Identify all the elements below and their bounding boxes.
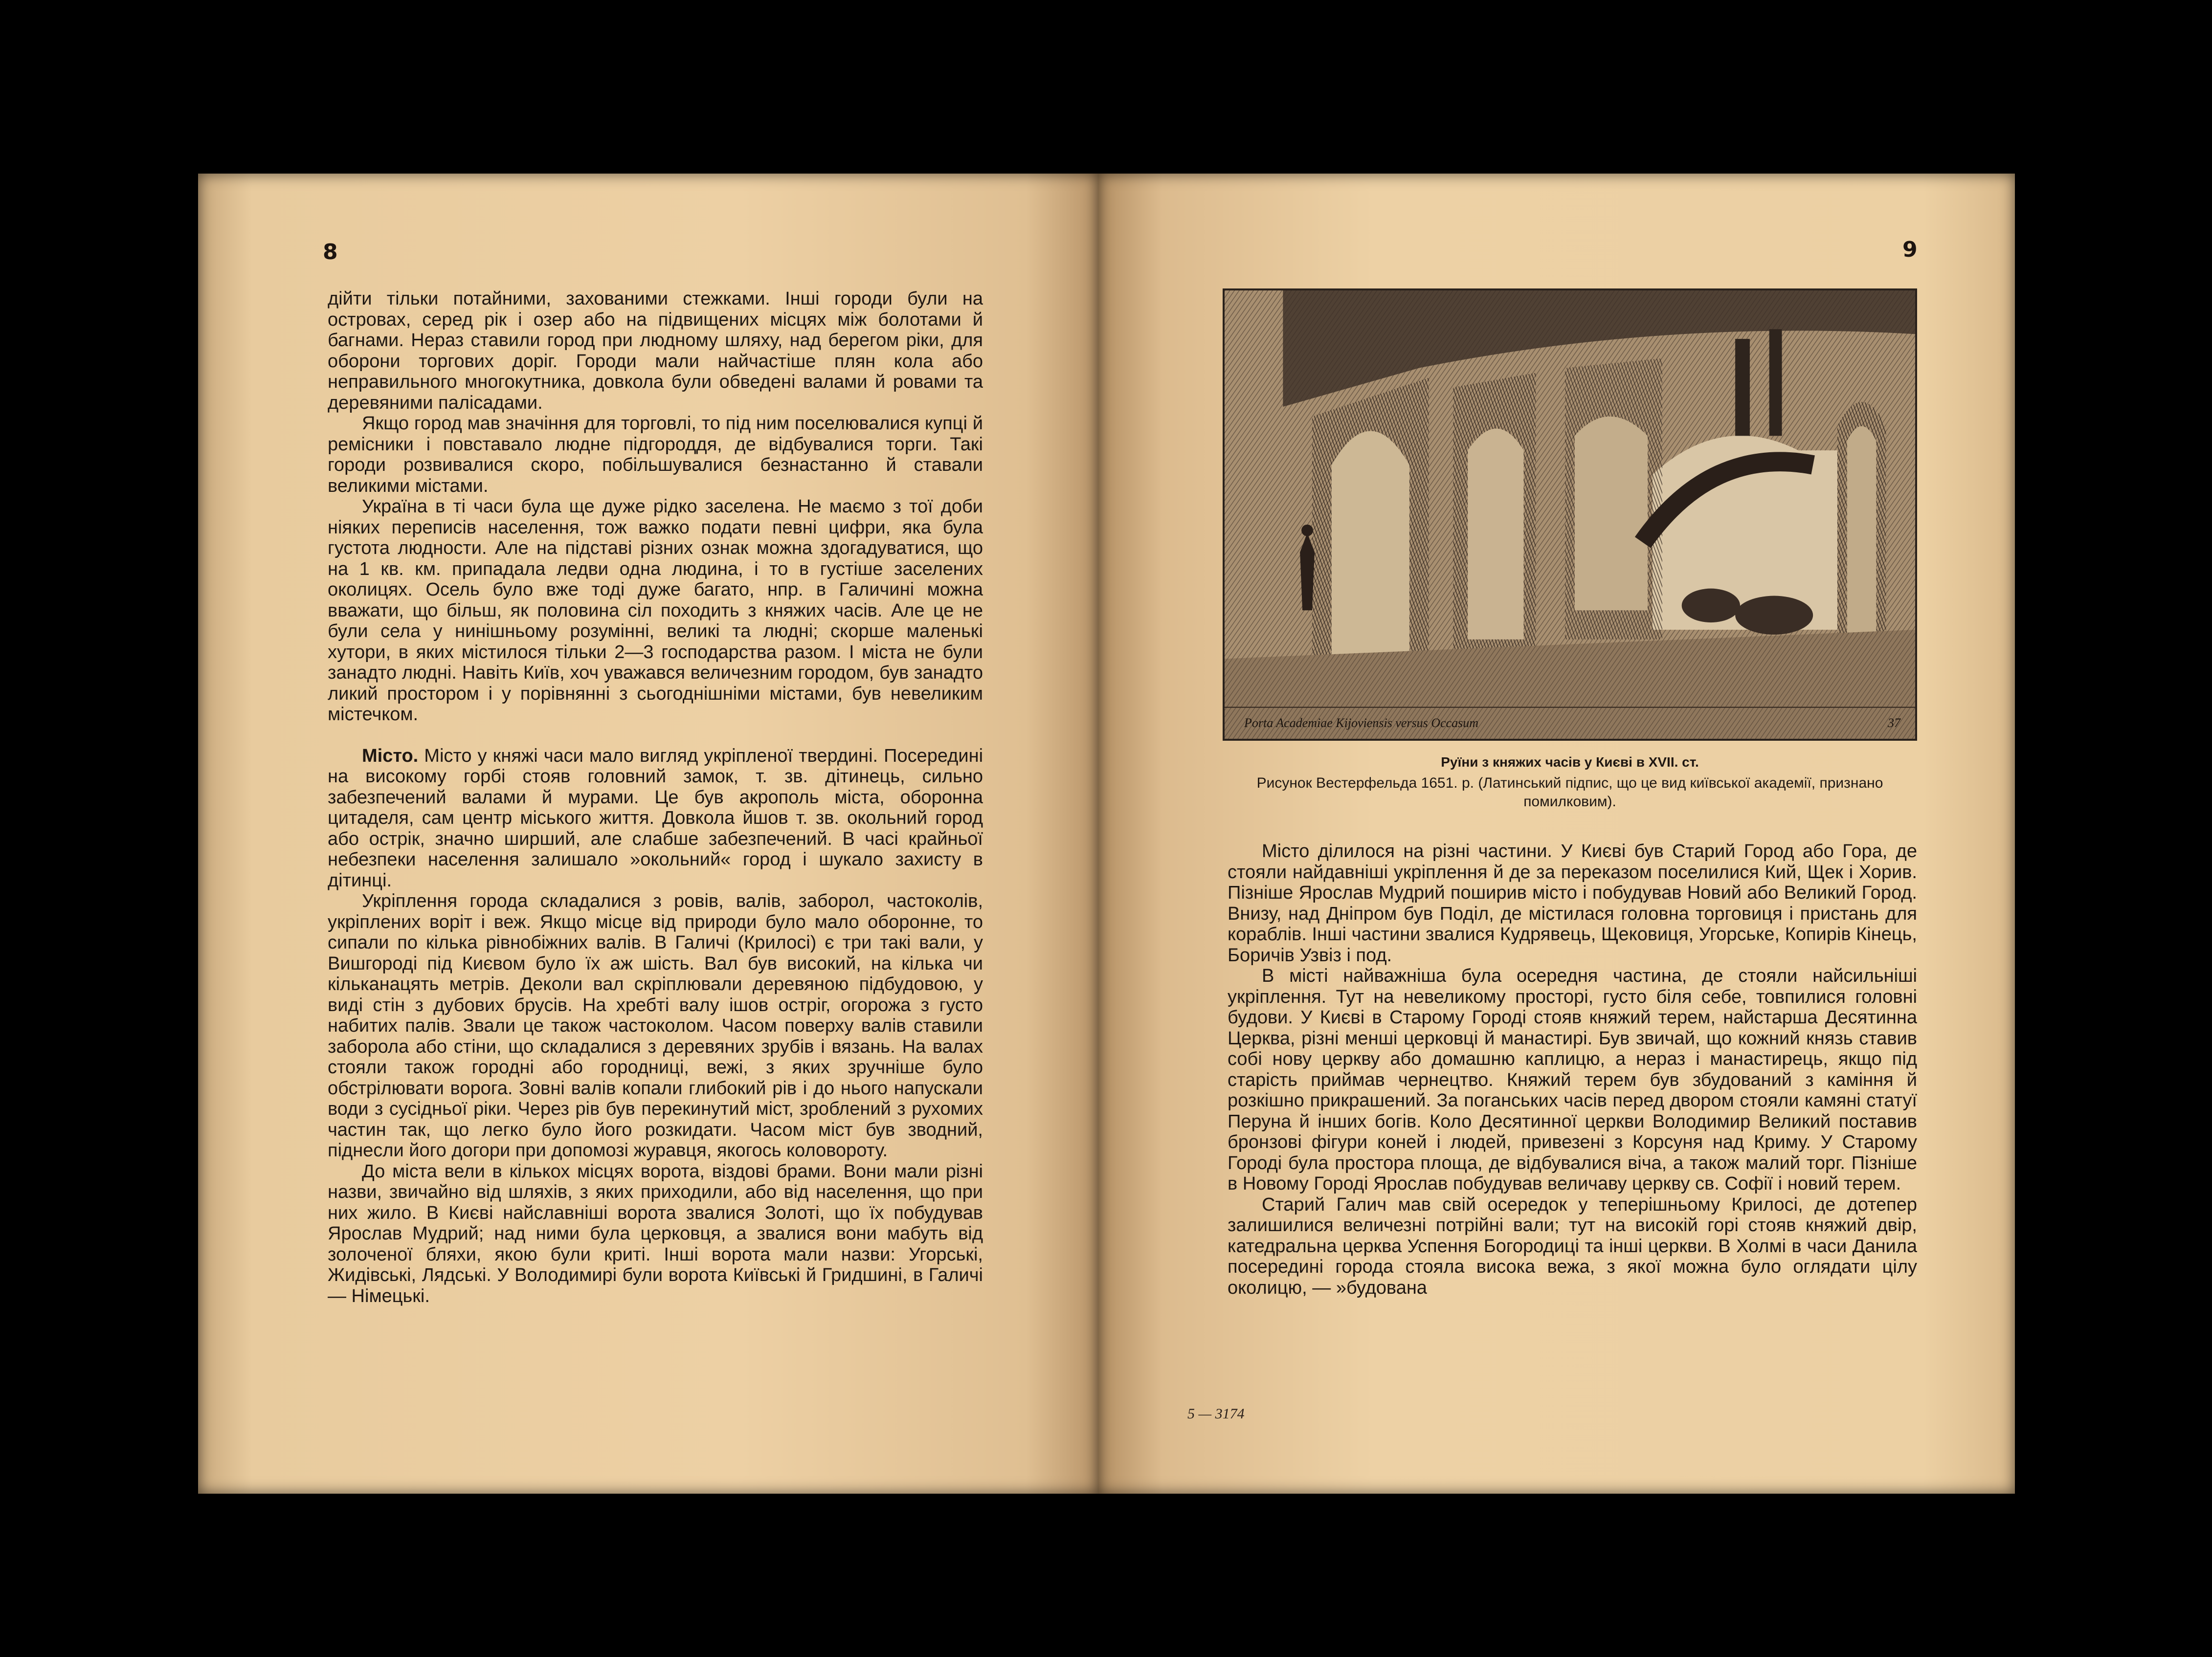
page-number: 8	[323, 240, 338, 265]
engraving-illustration	[1223, 288, 1917, 741]
paragraph: Україна в ті часи була ще дуже рідко заселена. Не маємо з тої доби ніяких переписів населення, тож важко подати певні цифри, яка була густота людности. Але на підставі різних ознак можна здогадуватися, що на 1 кв. км. припадала ледви одна людина, і то в густіше заселених околицях. Осель було вже тоді дуже багато, нпр. в Галичині можна вважати, що більш, як половина сіл походить з княжих часів. Але це не були села у нинішньому розумінні, великі та людні; скорше маленькі хутори, в яких містилося тільки 2—3 господарства разом. І міста не були занадто людні. Навіть Київ, хоч уважався величезним городом, був занадто ликий простором і у порівнянні з сьогоднішніми містами, був невеликим містечком.	[328, 496, 983, 725]
ruins-engraving-image	[1225, 290, 1915, 739]
paragraph: Якщо город мав значіння для торговлі, то під ним поселювалися купці й ремісники і повставало людне підгороддя, де відбувалися торги. Такі городи розвивалися скоро, побільшувалися безнастанно й ставали великими містами.	[328, 413, 983, 496]
paragraph: Укріплення города складалися з ровів, валів, заборол, частоколів, укріплених воріт і веж. Якщо місце від природи було мало оборонне, то сипали по кілька рівнобіжних валів. В Галичі (Крилосі) є три такі вали, у Вишгороді під Києвом було їх аж шість. Вал був високий, на кілька чи кільканацять метрів. Деколи вал скріплювали деревяною підбудовою, у виді стін з дубових брусів. На хребті валу ішов остріг, огорожа з густо набитих палів. Звали це також частоколом. Часом поверху валів ставили заборола або стіни, що складалися з деревяних зрубів і вязань. На валах стояли також городні або городниці, вежі, з яких зручніше було обстрілювати ворога. Зовні валів копали глибокий рів і до нього напускали води з сусідньої ріки. Через рів був перекинутий міст, зроблений з рухомих частин так, що легко було його розкидати. Часом міст був зводний, піднесли його догори при допомозі журавця, якогось коловороту.	[328, 891, 983, 1161]
right-page	[1098, 174, 2015, 1494]
paragraph: дійти тільки потайними, захованими стежками. Інші городи були на островах, серед рік і озер або на підвищених місцях між болотами й багнами. Нераз ставили город при людному шляху, над берегом ріки, для оборони торгових доріг. Городи мали найчастіше плян кола або неправильного многокутника, довкола були обведені валами й ровами та деревяними палісадами.	[328, 288, 983, 413]
paragraph-section-start	[328, 746, 983, 891]
page-number: 9	[1902, 237, 1918, 262]
caption-text: Рисунок Вестерфельда 1651. р. (Латинський підпис, що це вид київської академії, признано помилковим).	[1256, 775, 1883, 810]
paragraph: Старий Галич мав свій осередок у теперішньому Крилосі, де дотепер залишилися величезні потрійні вали; тут на високій горі стояв княжий двір, катедральна церква Успення Богородиці та інші церкви. В Холмі в часи Данила посередині города стояла висока вежа, з якої можна було оглядати цілу околицю, — »будована	[1228, 1194, 1917, 1298]
paragraph-text: Місто у княжі часи мало вигляд укріпленої твердині. Посередині на високому горбі стояв головний замок, т. зв. дітинець, сильно забезпечений валами й мурами. Це був акрополь міста, оборонна цитаделя, сам центр міського життя. Довкола йшов т. зв. окольний город або острік, значно ширший, але слабше забезпечений. В часі крайньої небезпеки населення залишало »окольний« город і шукало захисту в дітинці.	[328, 745, 983, 891]
left-text-block	[328, 288, 983, 1306]
section-heading: Місто.	[362, 745, 419, 766]
caption-title: Руїни з княжих часів у Києві в XVII. ст.	[1441, 754, 1699, 770]
signature-footer: 5 — 3174	[1187, 1406, 1245, 1422]
paragraph: Місто ділилося на різні частини. У Києві був Старий Город або Гора, де стояли найдавніші укріплення й де за переказом поселилися Кий, Щек і Хорив. Пізніше Ярослав Мудрий поширив місто і побудував Новий або Великий Город. Внизу, над Дніпром був Поділ, де містилася головна торговиця і пристань для кораблів. Інші частини звалися Кудрявець, Щековиця, Угорське, Копирів Кінець, Боричів Узвіз і под.	[1228, 841, 1917, 966]
left-page	[198, 174, 1098, 1494]
paragraph: В місті найважніша була осередня частина, де стояли найсильніші укріплення. Тут на невеликому просторі, густо біля себе, товпилися головні будови. У Києві в Старому Городі стояв княжий терем, найстарша Десятинна Церква, різні менші церковці й манастирі. Був звичай, що кожний князь ставив собі нову церкву або домашню каплицю, а нераз і манастирець, якщо під старість приймав чернецтво. Княжий терем був збудований з каміння й розкішно прикрашений. За поганських часів перед двором стояли камяні статуї Перуна й інших богів. Коло Десятинної церкви Володимир Великий поставив бронзові фігури коней і людей, привезені з Корсуня над Криму. У Старому Городі була простора площа, де відбувалися віча, а також малий торг. Пізніше в Новому Городі Ярослав побудував величаву церкву св. Софії і новий терем.	[1228, 966, 1917, 1194]
engraving-number: 37	[1888, 716, 1900, 730]
right-text-block	[1228, 841, 1917, 1298]
paragraph: До міста вели в кількох місцях ворота, віздові брами. Вони мали різні назви, звичайно від шляхів, з яких приходили, або від населення, що при них жило. В Києві найславніші ворота звалися Золоті, що їх побудував Ярослав Мудрий; над ними була церковця, а звалися вони мабуть від золоченої бляхи, якою були криті. Інші ворота мали назви: Угорські, Жидівські, Лядські. У Володимирі були ворота Київські й Гридшині, в Галичі — Німецькі.	[328, 1161, 983, 1306]
engraving-inscription: Porta Academiae Kijoviensis versus Occasum	[1244, 716, 1478, 730]
